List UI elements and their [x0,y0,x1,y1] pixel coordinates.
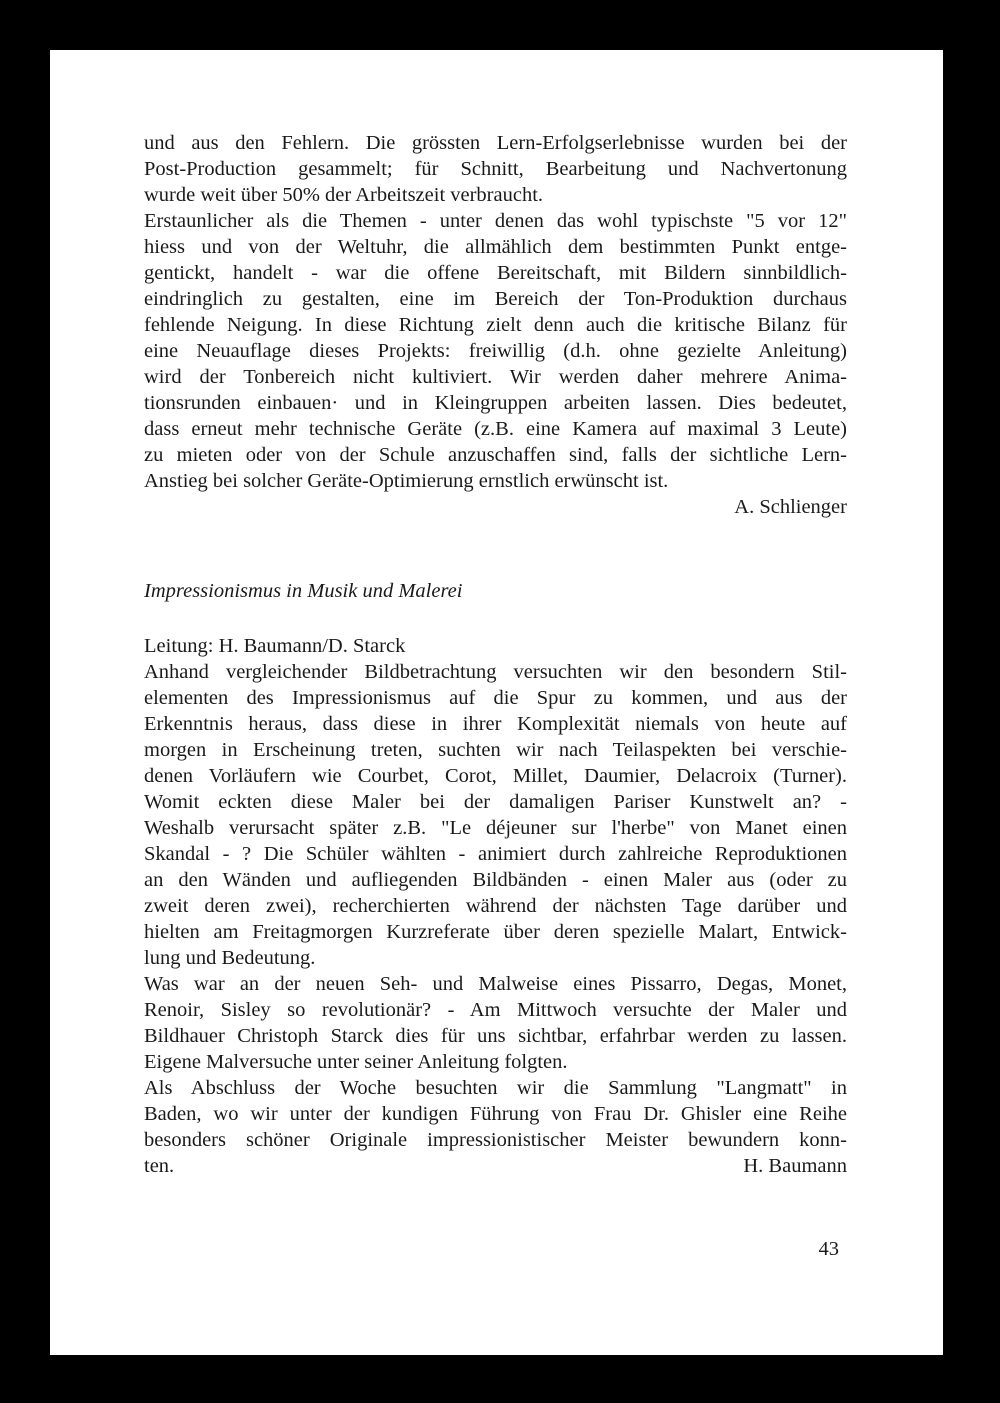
text-line: Erstaunlicher als die Themen - unter denen das wohl typischste "5 vor 12" [144,210,847,232]
text-line: morgen in Erscheinung treten, suchten wir nach Teilaspekten bei verschie- [144,739,847,761]
text-line: wird der Tonbereich nicht kultiviert. Wir werden daher mehrere Anima- [144,366,847,388]
author-signature: A. Schlienger [734,496,847,518]
text-line: lung und Bedeutung. [144,947,316,969]
text-line: wurde weit über 50% der Arbeitszeit verbraucht. [144,184,544,206]
text-line: gentickt, handelt - war die offene Bereitschaft, mit Bildern sinnbildlich- [144,262,847,284]
text-line: eine Neuauflage dieses Projekts: freiwillig (d.h. ohne gezielte Anleitung) [144,340,847,362]
text-line: Was war an der neuen Seh- und Malweise eines Pissarro, Degas, Monet, [144,973,847,995]
text-line: eindringlich zu gestalten, eine im Bereich der Ton-Produktion durchaus [144,288,847,310]
page-number: 43 [818,1238,839,1260]
section-title: Impressionismus in Musik und Malerei [144,580,463,602]
text-line: und aus den Fehlern. Die grössten Lern-Erfolgserlebnisse wurden bei der [144,132,847,154]
text-line: besonders schöner Originale impressionistischer Meister bewundern konn- [144,1129,847,1151]
text-line: tionsrunden einbauen· und in Kleingruppen arbeiten lassen. Dies bedeutet, [144,392,847,414]
text-line: Skandal - ? Die Schüler wählten - animiert durch zahlreiche Reproduktionen [144,843,847,865]
text-line: zweit deren zwei), recherchierten während der nächsten Tage darüber und [144,895,847,917]
text-line: Renoir, Sisley so revolutionär? - Am Mittwoch versuchte der Maler und [144,999,847,1021]
text-line: an den Wänden und aufliegenden Bildbänden - einen Maler aus (oder zu [144,869,847,891]
text-line: Anhand vergleichender Bildbetrachtung versuchten wir den besondern Stil- [144,661,847,683]
text-line: Baden, wo wir unter der kundigen Führung von Frau Dr. Ghisler eine Reihe [144,1103,847,1125]
text-line: fehlende Neigung. In diese Richtung zielt denn auch die kritische Bilanz für [144,314,847,336]
final-line [144,1153,847,1179]
section1-body [144,130,847,520]
text-line: hielten am Freitagmorgen Kurzreferate über deren spezielle Malart, Entwick- [144,921,847,943]
author-signature: H. Baumann [743,1155,847,1177]
text-line: dass erneut mehr technische Geräte (z.B. eine Kamera auf maximal 3 Leute) [144,418,847,440]
text-line: Womit eckten diese Maler bei der damaligen Pariser Kunstwelt an? - [144,791,847,813]
text-line: elementen des Impressionismus auf die Spur zu kommen, und aus der [144,687,847,709]
text-line: Bildhauer Christoph Starck dies für uns sichtbar, erfahrbar werden zu lassen. [144,1025,847,1047]
text-line: Erkenntnis heraus, dass diese in ihrer Komplexität niemals von heute auf [144,713,847,735]
text-line: hiess und von der Weltuhr, die allmählich dem bestimmten Punkt entge- [144,236,847,258]
text-line: Anstieg bei solcher Geräte-Optimierung ernstlich erwünscht ist. [144,470,669,492]
document-page [50,50,943,1355]
text-line: Eigene Malversuche unter seiner Anleitung folgten. [144,1051,568,1073]
text-line: denen Vorläufern wie Courbet, Corot, Millet, Daumier, Delacroix (Turner). [144,765,847,787]
text-line: Weshalb verursacht später z.B. "Le déjeuner sur l'herbe" von Manet einen [144,817,847,839]
text-line: Als Abschluss der Woche besuchten wir die Sammlung "Langmatt" in [144,1077,847,1099]
leitung-line: Leitung: H. Baumann/D. Starck [144,635,406,657]
text-line: zu mieten oder von der Schule anzuschaffen sind, falls der sichtliche Lern- [144,444,847,466]
section2-body [144,659,847,1179]
text-line: ten. [144,1155,175,1177]
text-line: Post-Production gesammelt; für Schnitt, Bearbeitung und Nachvertonung [144,158,847,180]
